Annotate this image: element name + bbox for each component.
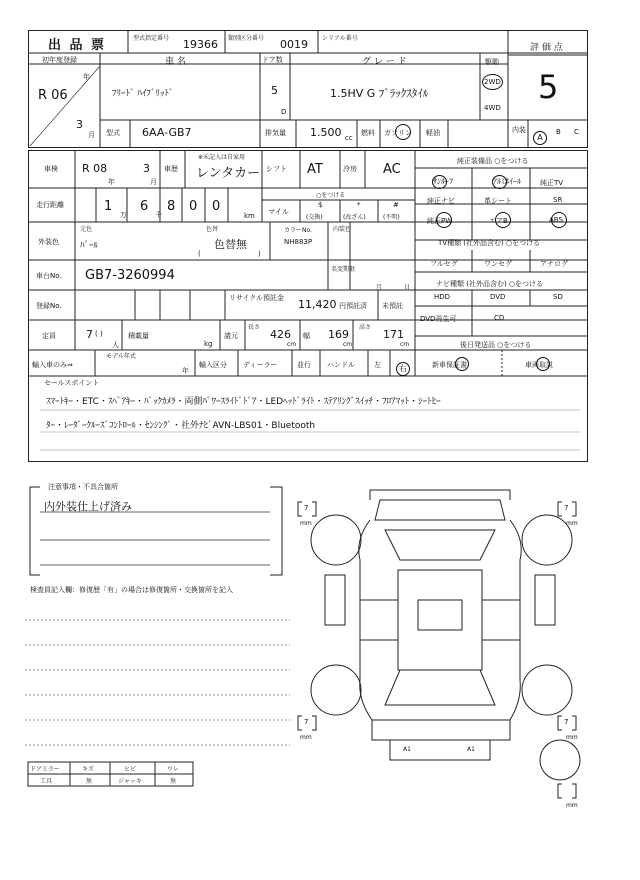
mileage-man: 万 <box>120 211 127 219</box>
naisou-label: 内装 <box>512 126 526 134</box>
legend-doormirror: ドアミラー <box>30 766 60 773</box>
dealer-label: ディーラー <box>243 361 278 369</box>
kata-label: 型式指定番号 <box>133 35 170 42</box>
car-name-label: 車 名 <box>165 57 186 67</box>
tv-fullseg: フルセグ <box>430 260 458 268</box>
mileage-mile: マイル <box>268 208 289 216</box>
first-reg-label: 初年度登録 <box>42 56 77 64</box>
height-label: 高さ <box>359 324 372 331</box>
kubun-label: 輸入区分 <box>199 361 227 369</box>
tire-rr-value: 7 <box>564 718 569 726</box>
recycle-label: リサイクル預託金 <box>229 294 285 302</box>
capacity-paren: ( ) <box>95 330 103 338</box>
manual-label: 車両取説 <box>525 361 553 369</box>
mileage-d5: 0 <box>212 199 221 214</box>
legend-jack-value: 無 <box>170 778 177 785</box>
doors-label: ドア数 <box>262 56 283 64</box>
doors-value: 5 <box>271 84 278 97</box>
ruibetsu-value: 0019 <box>280 38 308 51</box>
tire-fr-value: 7 <box>564 504 569 512</box>
damage-a1-right: A1 <box>467 746 475 753</box>
tv-oneseg: ワンセグ <box>484 260 512 268</box>
ruibetsu-label: 類別区分番号 <box>228 35 265 42</box>
mileage-fumei: (不明) <box>383 214 400 221</box>
naisoushoku-label: 内装色 <box>333 226 352 233</box>
cc-unit: cc <box>345 134 353 142</box>
hyoka-label: 評 価 点 <box>530 43 563 53</box>
tire-fl-value: 7 <box>304 504 309 512</box>
iro-paren-l: ( <box>198 250 201 258</box>
legend-hibi: ヒビ <box>124 766 137 773</box>
tire-fr-mm: mm <box>566 520 578 527</box>
orig-color: ﾊﾟｰﾙ <box>80 241 99 251</box>
mileage-exchange: (交換) <box>306 214 323 221</box>
tire-rl-mm: mm <box>300 734 312 741</box>
fuel-gasoline: ガソリン <box>384 129 412 137</box>
navi-sd: SD <box>553 293 563 301</box>
mileage-km: km <box>244 212 255 220</box>
tv-analog: アナログ <box>540 260 568 268</box>
handle-right-text: 右 <box>396 362 410 376</box>
shareki-value: レンタカー <box>196 166 261 181</box>
tire-fl-mm: mm <box>300 520 312 527</box>
legend-ware: ワレ <box>167 766 180 773</box>
abs-text: ABS <box>549 216 563 224</box>
orig-color-label: 元色 <box>80 226 93 233</box>
iro-label: 色替 <box>206 226 219 233</box>
sunroof-text: ｻﾝﾙｰﾌ <box>432 175 447 189</box>
shaken-era: R 08 <box>82 162 108 175</box>
iro-paren-r: ) <box>258 250 261 258</box>
mileage-d2: 6 <box>140 199 149 214</box>
heikou-label: 並行 <box>297 361 311 369</box>
naisou-c: C <box>574 128 579 136</box>
mileage-d4: 0 <box>189 199 198 214</box>
drive-4wd: 4WD <box>484 104 501 112</box>
load-label: 積載量 <box>128 332 149 340</box>
length-label: 長さ <box>248 324 261 331</box>
mileage-d1: 1 <box>104 199 113 214</box>
recycle-mi: 未預託 <box>382 302 403 310</box>
grade-label: グ レ ー ド <box>362 57 407 67</box>
abs-circle <box>551 212 567 228</box>
sr-option: SR <box>553 196 563 204</box>
naisou-a <box>533 125 547 145</box>
mileage-dollar: $ <box>318 201 323 209</box>
shareki-label: 車歴 <box>164 165 178 173</box>
colorno-label: カラーNo. <box>284 227 312 234</box>
sunroof <box>432 175 453 189</box>
aw <box>492 175 521 189</box>
height-value: 171 <box>383 328 404 341</box>
pw-circle <box>436 212 452 228</box>
iro-value: 色替無 <box>214 238 247 251</box>
chassis-label: 車台No. <box>36 272 62 280</box>
shaken-year-unit: 年 <box>108 178 115 186</box>
model-year-label: モデル年式 <box>106 353 136 360</box>
naisou-b: B <box>556 128 561 136</box>
month-unit: 月 <box>88 131 95 139</box>
legend-kizu: キズ <box>82 766 94 773</box>
first-reg-era: R 06 <box>38 88 68 103</box>
notes-label: 注意事項・不具合箇所 <box>48 483 118 491</box>
width-value: 169 <box>328 328 349 341</box>
shift-value: AT <box>307 162 323 177</box>
spare-mm: mm <box>566 802 578 809</box>
drive-2wd-text: 2WD <box>484 78 501 86</box>
cooler-label: 冷房 <box>343 165 357 173</box>
kata-value: 19366 <box>183 38 218 51</box>
equip-label: 純正装備品 ○をつける <box>457 157 529 165</box>
height-cm: cm <box>400 341 410 348</box>
displacement-label: 排気量 <box>265 129 286 137</box>
load-kg: kg <box>204 340 213 348</box>
meihen-month: 月 <box>376 284 383 291</box>
drive-2wd <box>482 74 503 90</box>
cooler-value: AC <box>383 162 401 177</box>
mileage-kaizan: (改ざん) <box>343 214 366 221</box>
mileage-star: * <box>357 201 361 209</box>
serial-label: シリアル番号 <box>322 35 358 42</box>
hoshou-label: 新車保証書 <box>432 361 467 369</box>
model-value: 6AA-GB7 <box>142 126 192 139</box>
first-reg-month: 3 <box>76 118 83 131</box>
legend-tool: 工具 <box>40 778 53 785</box>
fuel-label: 燃料 <box>361 129 375 137</box>
shaken-month: 3 <box>143 162 150 175</box>
handle-label: ハンドル <box>327 361 355 369</box>
mileage-sen: 千 <box>155 211 162 219</box>
sales-line-1: ｽﾏｰﾄｷｰ・ETC・ｽﾍﾟｱｷｰ・ﾊﾞｯｸｶﾒﾗ・両側ﾊﾟﾜｰｽﾗｲﾄﾞﾄﾞｱ・LEDﾍｯﾄﾞﾗｲﾄ・ｽﾃｱﾘﾝｸﾞｽｲｯﾁ・ﾌﾛｱﾏｯﾄ・ｼｰﾄﾋｰ <box>46 397 441 407</box>
import-label: 輸入車のみ⇒ <box>32 361 73 369</box>
aw-text: ｱﾙﾐﾎｲｰﾙ <box>492 175 507 189</box>
hyoka-value: 5 <box>538 68 559 106</box>
capacity-nin: 人 <box>112 341 119 349</box>
meihen-label: 名変期限 <box>331 266 356 273</box>
mileage-label: 走行距離 <box>36 201 64 209</box>
tv-kind-label: TV種類 (社外品含む) ○をつける <box>438 239 541 247</box>
damage-a1-left: A1 <box>403 746 411 753</box>
recycle-yen: 円預託済 <box>339 302 367 310</box>
width-cm: cm <box>343 341 353 348</box>
car-name: ﾌﾘｰﾄﾞ ﾊｲﾌﾞﾘｯﾄﾞ <box>112 89 174 99</box>
sales-line-2: ﾀｰ・ﾚｰﾀﾞｰｸﾙｰｽﾞｺﾝﾄﾛｰﾙ・ｾﾝｼﾝｸﾞ・社外ﾅﾋﾞAVN-LBS01・Bluetooth <box>46 421 316 431</box>
airbag-text: エアB <box>489 217 508 225</box>
navi-dvd: DVD <box>490 293 506 301</box>
leather-option: 革シート <box>484 197 512 205</box>
color-label: 外装色 <box>38 238 59 246</box>
notes-text: 内外装仕上げ済み <box>44 500 132 513</box>
dvd-play: DVD再生可 <box>420 315 457 323</box>
legend-jack: ジャッキ <box>118 778 142 785</box>
model-label: 型式 <box>106 129 120 137</box>
handle-left: 左 <box>374 361 381 369</box>
recycle-value: 11,420 <box>298 298 337 311</box>
sales-label: セールスポイント <box>44 379 100 387</box>
shaken-month-unit: 月 <box>150 178 157 186</box>
navi-option: 純正ナビ <box>427 197 455 205</box>
mileage-hash: # <box>393 201 399 209</box>
grade-value: 1.5HV G ﾌﾞﾗｯｸｽﾀｲﾙ <box>330 87 429 100</box>
manual-circle <box>536 357 550 371</box>
colorno-value: NH883P <box>284 238 313 246</box>
displacement-value: 1.500 <box>310 126 342 139</box>
capacity-label: 定員 <box>42 332 56 340</box>
capacity-value: 7 <box>86 328 93 341</box>
mileage-d3: 8 <box>167 199 176 214</box>
legend-tool-value: 無 <box>86 778 93 785</box>
airbag-circle <box>495 212 511 228</box>
year-unit: 年 <box>83 73 90 81</box>
naisou-a-text: A <box>533 131 547 145</box>
navi-kind-label: ナビ種類 (社外品含む) ○をつける <box>436 280 544 288</box>
reg-label: 登録No. <box>36 302 62 310</box>
tire-rl-value: 7 <box>304 718 309 726</box>
shareki-note: ※未記入は自家用 <box>198 154 246 161</box>
handle-right <box>396 356 410 376</box>
width-label: 幅 <box>303 332 310 340</box>
model-year-unit: 年 <box>182 367 189 375</box>
shaken-label: 車検 <box>44 165 58 173</box>
tv-option: 純正TV <box>540 179 564 187</box>
hoshou-circle <box>455 357 469 371</box>
length-cm: cm <box>287 341 297 348</box>
door-suffix: D <box>281 108 287 116</box>
shift-label: シフト <box>266 165 287 173</box>
seikyu-label: 請元 <box>224 332 238 340</box>
form-title: 出 品 票 <box>48 38 107 53</box>
tire-rr-mm: mm <box>566 734 578 741</box>
pw-text: 純正PW <box>427 217 453 225</box>
meihen-day: 日 <box>404 284 411 291</box>
inspector-note: 検査員記入欄：修復歴「有」の場合は修復箇所・交換箇所を記入 <box>30 586 233 594</box>
chassis-value: GB7-3260994 <box>85 268 175 283</box>
navi-hdd: HDD <box>434 293 451 301</box>
keiyu-label: 軽油 <box>426 129 440 137</box>
later-label: 後日発送品 ○をつける <box>460 341 532 349</box>
length-value: 426 <box>270 328 291 341</box>
mileage-circle-note: ○をつける <box>316 192 346 199</box>
drive-label: 駆動 <box>485 58 499 66</box>
cd-option: CD <box>494 314 505 322</box>
fuel-circle <box>395 124 411 140</box>
